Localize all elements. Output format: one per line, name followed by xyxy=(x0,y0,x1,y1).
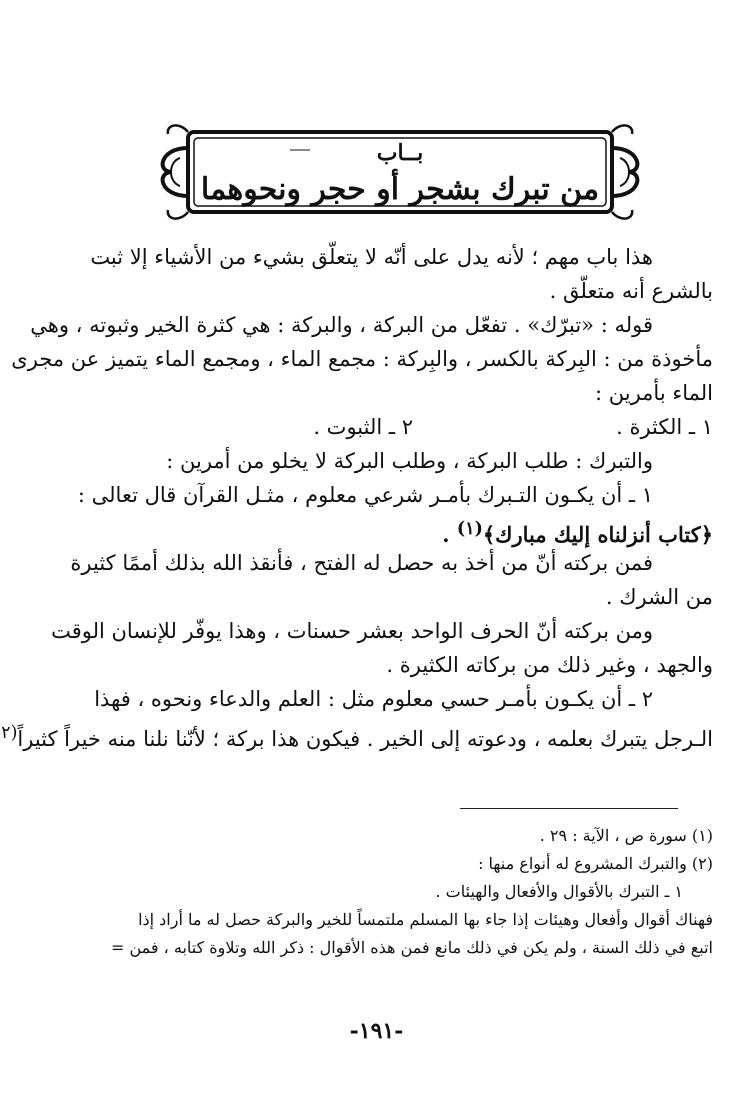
footnote-ref: (٢ xyxy=(1,723,18,743)
footnote-line: (٢) والتبرك المشروع له أنواع منها : xyxy=(478,854,713,873)
footnote-line: (١) سورة ص ، الآية : ٢٩ . xyxy=(539,826,713,845)
text-line: الماء بأمرين : xyxy=(595,381,713,405)
text-line-with-ref xyxy=(1,716,713,751)
footnote-separator xyxy=(460,808,678,809)
text-line: ومن بركته أنّ الحرف الواحد بعشر حسنات ، وهذا يوفّر للإنسان الوقت xyxy=(51,619,653,643)
text-line: فمن بركته أنّ من أخذ به حصل له الفتح ، فأنقذ الله بذلك أممًا كثيرة xyxy=(70,551,653,575)
text-line: بالشرع أنه متعلّق . xyxy=(549,279,713,303)
text-line: قوله : «تبرّك» . تفعّل من البركة ، والبركة : هي كثرة الخير وثبوته ، وهي xyxy=(30,313,653,337)
text-line: مأخوذة من : البِركة بالكسر ، والبِركة : مجمع الماء ، ومجمع الماء يتميز عن مجرى xyxy=(11,347,713,371)
chapter-heading xyxy=(150,118,650,226)
text-line: من الشرك . xyxy=(605,585,713,609)
chapter-title: من تبرك بشجر أو حجر ونحوهما xyxy=(200,172,600,207)
chapter-label: بــاب xyxy=(376,140,424,166)
footnote-line: ١ ـ التبرك بالأقوال والأفعال والهيئات . xyxy=(435,882,683,901)
text-line: ١ ـ أن يكـون التـبرك بأمـر شرعي معلوم ، مثـل القرآن قال تعالى : xyxy=(77,483,653,507)
footnotes xyxy=(60,822,713,962)
quran-verse: ﴿كتاب أنزلناه إليك مبارك﴾$^{(١)}$ . xyxy=(442,519,713,547)
footnote-line: فهناك أقوال وأفعال وهيئات إذا جاء بها المسلم ملتمساً للخير والبركة حصل له ما أراد إذا xyxy=(138,910,713,929)
enumeration-line xyxy=(88,410,713,444)
footnote-line: اتبع في ذلك السنة ، ولم يكن في ذلك مانع فمن هذه الأقوال : ذكر الله وتلاوة كتابه ، فمن = xyxy=(110,938,713,957)
footnote-ref: (١) xyxy=(456,519,483,539)
quran-verse-text: ﴿كتاب أنزلناه إليك مبارك﴾ xyxy=(482,522,713,547)
page-number: -١٩١- xyxy=(349,1018,404,1044)
text-line: هذا باب مهم ؛ لأنه يدل على أنّه لا يتعلّق بشيء من الأشياء إلا ثبت xyxy=(90,245,653,269)
enum-item-2: ٢ ـ الثبوت . xyxy=(313,415,413,439)
text-line: والجهد ، وغير ذلك من بركاته الكثيرة . xyxy=(386,653,713,677)
main-text xyxy=(1,240,713,751)
text-line: ٢ ـ أن يكـون بأمـر حسي معلوم مثل : العلم والدعاء ونحوه ، فهذا xyxy=(94,687,653,711)
text-line: الـرجل يتبرك بعلمه ، ودعوته إلى الخير . فيكون هذا بركة ؛ لأنّنا نلنا منه خيراً كثيراً xyxy=(17,727,713,751)
text-line: والتبرك : طلب البركة ، وطلب البركة لا يخلو من أمرين : xyxy=(166,449,653,473)
enum-item-1: ١ ـ الكثرة . xyxy=(616,415,713,439)
